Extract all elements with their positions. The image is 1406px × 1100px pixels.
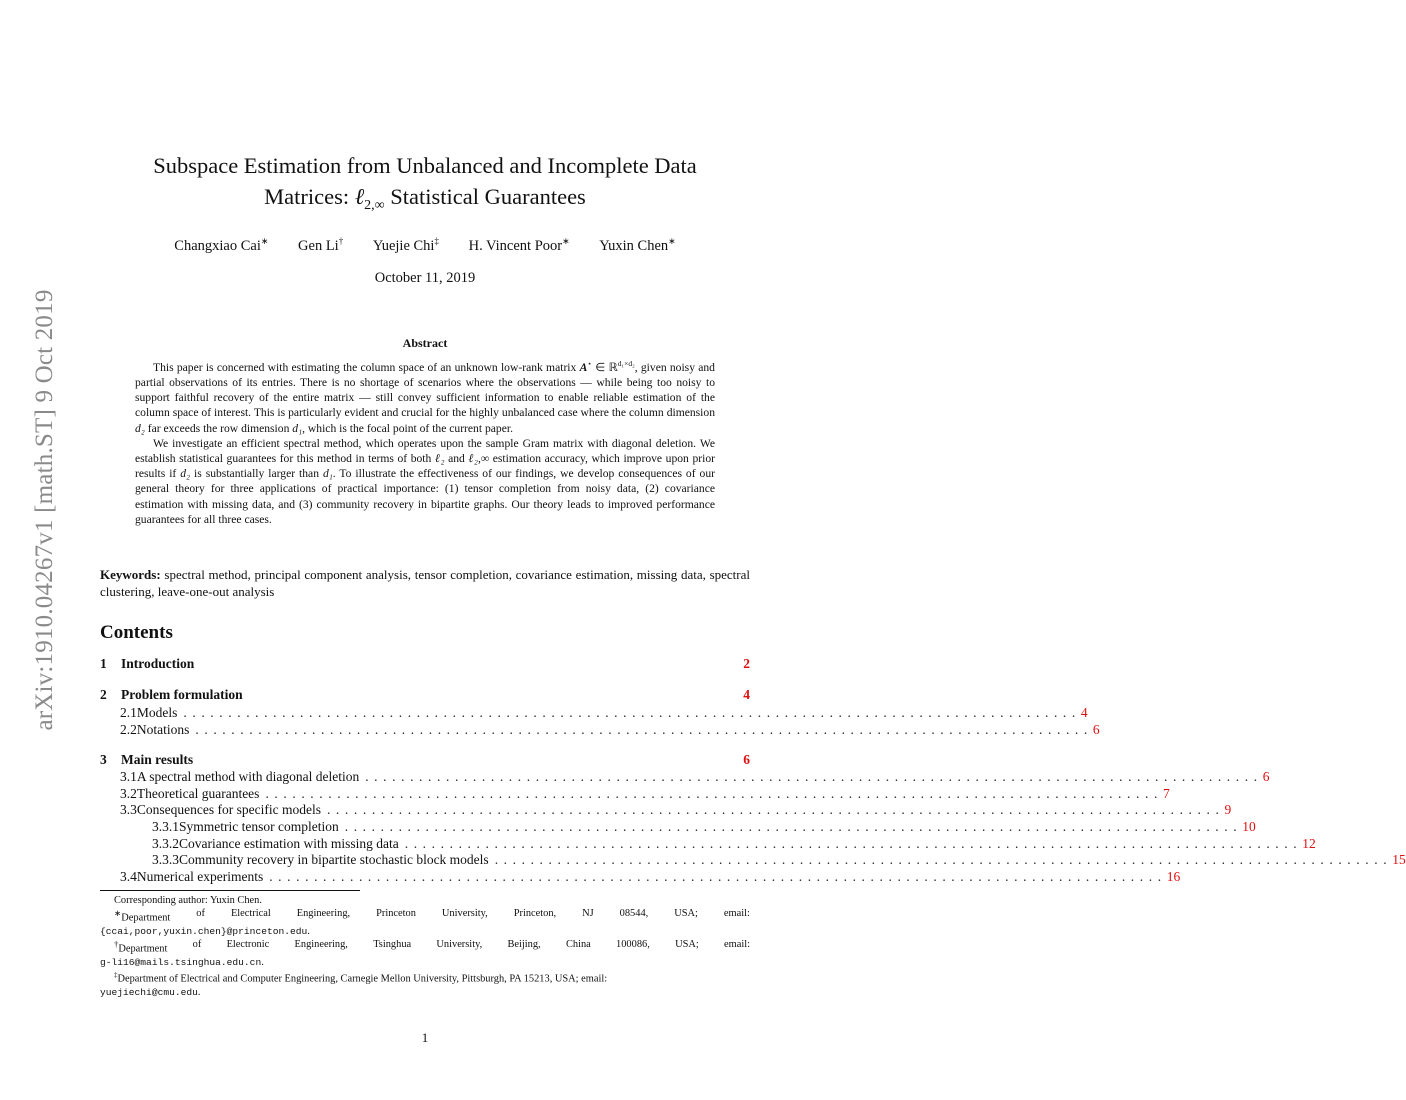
toc-entry[interactable]: [100, 705, 1088, 722]
affiliation-word: NJ: [582, 908, 594, 920]
affiliation-word: Princeton: [376, 908, 416, 920]
email-address[interactable]: {ccai,poor,yuxin.chen}@princeton.edu: [100, 925, 308, 937]
title-ell-symbol: ℓ: [354, 184, 365, 209]
affiliation-3: [100, 969, 750, 986]
footnote-mark: ‡: [114, 970, 118, 979]
affiliation-word: Tsinghua: [373, 939, 412, 951]
toc-page-link[interactable]: 12: [1302, 836, 1316, 851]
toc-number: 3.3.2: [152, 836, 179, 851]
affiliation-word: of: [196, 908, 205, 920]
abstract-math: ℓ₂: [434, 452, 445, 466]
toc-entry[interactable]: [100, 656, 750, 673]
publication-date: October 11, 2019: [374, 270, 476, 286]
author-name: Changxiao Cai: [174, 237, 261, 254]
toc-entry[interactable]: [100, 802, 1232, 819]
abstract-text: . To illustrate the effectiveness of our findings, we develop consequences of our general theory for three applications of practical importance: (1) tensor completion from noisy data, (2) covariance estimation with missing data, and (3) community recovery in bipartite graphs. Our theory leads to improved performance guarantees for all three cases.: [135, 467, 715, 526]
toc-page-link[interactable]: 10: [1242, 819, 1256, 834]
toc-title: Models: [136, 705, 178, 720]
email-address[interactable]: g-li16@mails.tsinghua.edu.cn: [100, 956, 262, 968]
abstract-math: ∈ ℝ: [592, 360, 618, 374]
affiliation-word: email:: [724, 939, 750, 951]
author-list: [100, 236, 750, 255]
toc-entry[interactable]: [100, 852, 1406, 869]
affiliation-3-email: [100, 986, 750, 999]
keywords-label: Keywords:: [100, 567, 161, 582]
abstract-paragraph-1: [135, 356, 715, 436]
toc-page-link[interactable]: 4: [743, 687, 750, 702]
toc-leader-dots: ....................................................................................................: [183, 705, 1081, 720]
toc-entry[interactable]: [100, 836, 1316, 853]
abstract-math: ℓ₂,∞: [468, 452, 490, 466]
affiliation-word: Electronic: [226, 939, 270, 951]
abstract-text: We investigate an efficient spectral method, which operates upon the sample Gram matrix with diagonal deletion. We establish statistical guarantees for this method in terms of both: [135, 436, 715, 466]
toc-number: 3.3: [120, 802, 137, 817]
period: .: [261, 956, 264, 968]
abstract-text: is substantially larger than: [190, 467, 323, 481]
author: [174, 238, 268, 254]
toc-leader-dots: ....................................................................................................: [265, 786, 1163, 801]
toc-page-link[interactable]: 9: [1224, 802, 1232, 817]
toc-title: Consequences for specific models: [136, 802, 321, 817]
period: .: [307, 925, 310, 937]
matrix-symbol: A: [579, 360, 588, 374]
toc-entry[interactable]: [100, 769, 1270, 786]
abstract-math: d₁: [322, 467, 333, 481]
toc-entry[interactable]: [100, 786, 1170, 803]
affiliation-word: University,: [436, 939, 483, 951]
toc-page-link[interactable]: 2: [743, 656, 750, 671]
author: [373, 238, 439, 254]
author: [599, 238, 675, 254]
author-name: Yuejie Chi: [372, 237, 435, 254]
toc-page-link[interactable]: 4: [1080, 705, 1088, 720]
toc-page-link[interactable]: 6: [1262, 769, 1270, 784]
footnote-mark: ∗: [114, 908, 122, 919]
title-line-1: Subspace Estimation from Unbalanced and Incomplete Data: [153, 153, 697, 178]
email-address[interactable]: yuejiechi@cmu.edu: [100, 986, 198, 998]
affiliation-word: Princeton,: [513, 908, 557, 920]
toc-leader-dots: ....................................................................................................: [326, 802, 1225, 817]
affiliation-word: Department: [121, 912, 171, 924]
keywords: [100, 566, 750, 600]
toc-number: 1: [100, 656, 107, 671]
abstract-text: This paper is concerned with estimating the column space of an unknown low-rank matrix: [153, 360, 580, 374]
author-affiliation-mark: ∗: [668, 236, 676, 246]
affiliation-word: Electrical: [230, 908, 271, 920]
toc-page-link[interactable]: 7: [1162, 786, 1170, 801]
toc-leader-dots: ....................................................................................................: [344, 819, 1243, 834]
author-affiliation-mark: ‡: [434, 236, 439, 246]
toc-title: Main results: [121, 752, 194, 767]
contents-heading: Contents: [100, 622, 173, 643]
title-norm-subscript: 2,∞: [364, 198, 385, 213]
toc-number: 3.1: [120, 769, 137, 784]
affiliation-word: University,: [441, 908, 488, 920]
toc-number: 2.2: [120, 722, 137, 737]
toc-page-link[interactable]: 15: [1392, 852, 1406, 867]
toc-title: Introduction: [121, 656, 195, 671]
abstract-text: and: [444, 452, 469, 466]
toc-leader-dots: ....................................................................................................: [269, 869, 1167, 884]
toc-title: Community recovery in bipartite stochastic block models: [179, 852, 489, 867]
dimension-superscript: d₁×d₂: [617, 359, 635, 368]
abstract-text: far exceeds the row dimension: [144, 421, 293, 435]
affiliation-word: Engineering,: [294, 939, 348, 951]
affiliation-word: USA;: [674, 908, 698, 920]
toc-number: 2.1: [120, 705, 137, 720]
toc-title: A spectral method with diagonal deletion: [136, 769, 360, 784]
author-affiliation-mark: ∗: [562, 236, 570, 246]
keywords-text: spectral method, principal component analysis, tensor completion, covariance estimation, missing data, spectral clustering, leave-one-out analysis: [100, 567, 750, 599]
affiliation-word: email:: [723, 908, 750, 920]
toc-title: Notations: [136, 722, 190, 737]
abstract-text: estimation accuracy, which improve upon prior results if: [135, 452, 715, 481]
author: [298, 238, 343, 254]
toc-number: 3.2: [120, 786, 137, 801]
toc-number: 2: [100, 687, 107, 702]
affiliation-word: [114, 938, 167, 956]
toc-entry[interactable]: [100, 819, 1256, 836]
title-line-2: [100, 181, 750, 221]
affiliation-text: Department of Electrical and Computer Engineering, Carnegie Mellon University, Pittsburgh, PA 15213, USA; email:: [117, 973, 608, 985]
abstract-math: d₁: [292, 421, 303, 435]
author: [469, 238, 570, 254]
toc-leader-dots: ....................................................................................................: [494, 852, 1393, 867]
page-number: 1: [421, 1030, 429, 1045]
toc-number: 3: [100, 752, 107, 767]
toc-leader-dots: ....................................................................................................: [195, 722, 1093, 737]
title-suffix: Statistical Guarantees: [384, 184, 586, 209]
footnote-mark: †: [114, 939, 119, 950]
author-affiliation-mark: †: [338, 236, 344, 246]
toc-title: Numerical experiments: [136, 869, 264, 884]
affiliation-word: USA;: [675, 939, 699, 951]
toc-leader-dots: ....................................................................................................: [365, 769, 1263, 784]
toc-entry[interactable]: [100, 869, 1181, 886]
corresponding-author-note: Corresponding author: Yuxin Chen.: [114, 895, 262, 906]
footnote-rule: [100, 890, 360, 891]
title-prefix: Matrices:: [264, 184, 355, 209]
toc-title: Problem formulation: [121, 687, 243, 702]
abstract-math: d₂: [180, 467, 191, 481]
author-name: Yuxin Chen: [599, 237, 669, 254]
toc-entry[interactable]: [100, 687, 750, 704]
affiliation-word: 100086,: [616, 939, 650, 951]
abstract-math: d₂: [135, 421, 145, 435]
toc-page-link[interactable]: 6: [743, 752, 750, 767]
toc-number: 3.4: [120, 869, 137, 884]
footnotes: [100, 894, 750, 999]
paper-title: [100, 150, 750, 221]
affiliation-word: Engineering,: [296, 908, 351, 920]
toc-page-link[interactable]: 16: [1166, 869, 1181, 884]
star-superscript: ⋆: [587, 359, 592, 368]
author-name: H. Vincent Poor: [468, 237, 563, 254]
toc-number: 3.3.3: [152, 852, 179, 867]
toc-title: Symmetric tensor completion: [179, 819, 339, 834]
affiliation-word: Beijing,: [507, 939, 541, 951]
toc-title: Theoretical guarantees: [136, 786, 260, 801]
affiliation-2-email: [100, 956, 750, 969]
toc-page-link[interactable]: 6: [1092, 722, 1100, 737]
affiliation-word: [114, 907, 170, 925]
affiliation-2: [100, 938, 750, 956]
toc-entry[interactable]: [100, 722, 1100, 739]
abstract-body: [135, 356, 715, 527]
toc-leader-dots: ....................................................................................................: [404, 836, 1303, 851]
period: .: [197, 986, 201, 998]
affiliation-word: of: [192, 939, 202, 951]
author-affiliation-mark: ∗: [260, 236, 269, 246]
toc-number: 3.3.1: [152, 819, 179, 834]
toc-entry[interactable]: [100, 752, 750, 769]
affiliation-1-email: [100, 925, 750, 938]
arxiv-identifier[interactable]: arXiv:1910.04267v1 [math.ST] 9 Oct 2019: [31, 289, 58, 731]
affiliation-1: [100, 907, 750, 925]
abstract-text: , given noisy and partial observations of its entries. There is no shortage of scenarios where the observations — while being too noisy to support faithful recovery of the entire matrix — still convey sufficient information to enable reliable estimation of the column space of interest. This is particularly evident and crucial for the highly unbalanced case where the column dimension: [135, 360, 715, 420]
abstract-paragraph-2: [135, 436, 715, 527]
affiliation-word: Department: [118, 943, 168, 955]
affiliation-word: China: [565, 939, 591, 951]
abstract-text: , which is the focal point of the current paper.: [302, 421, 513, 435]
affiliation-word: 08544,: [619, 908, 649, 920]
abstract-heading: Abstract: [402, 336, 448, 350]
toc-title: Covariance estimation with missing data: [179, 836, 399, 851]
author-name: Gen Li: [298, 237, 339, 254]
